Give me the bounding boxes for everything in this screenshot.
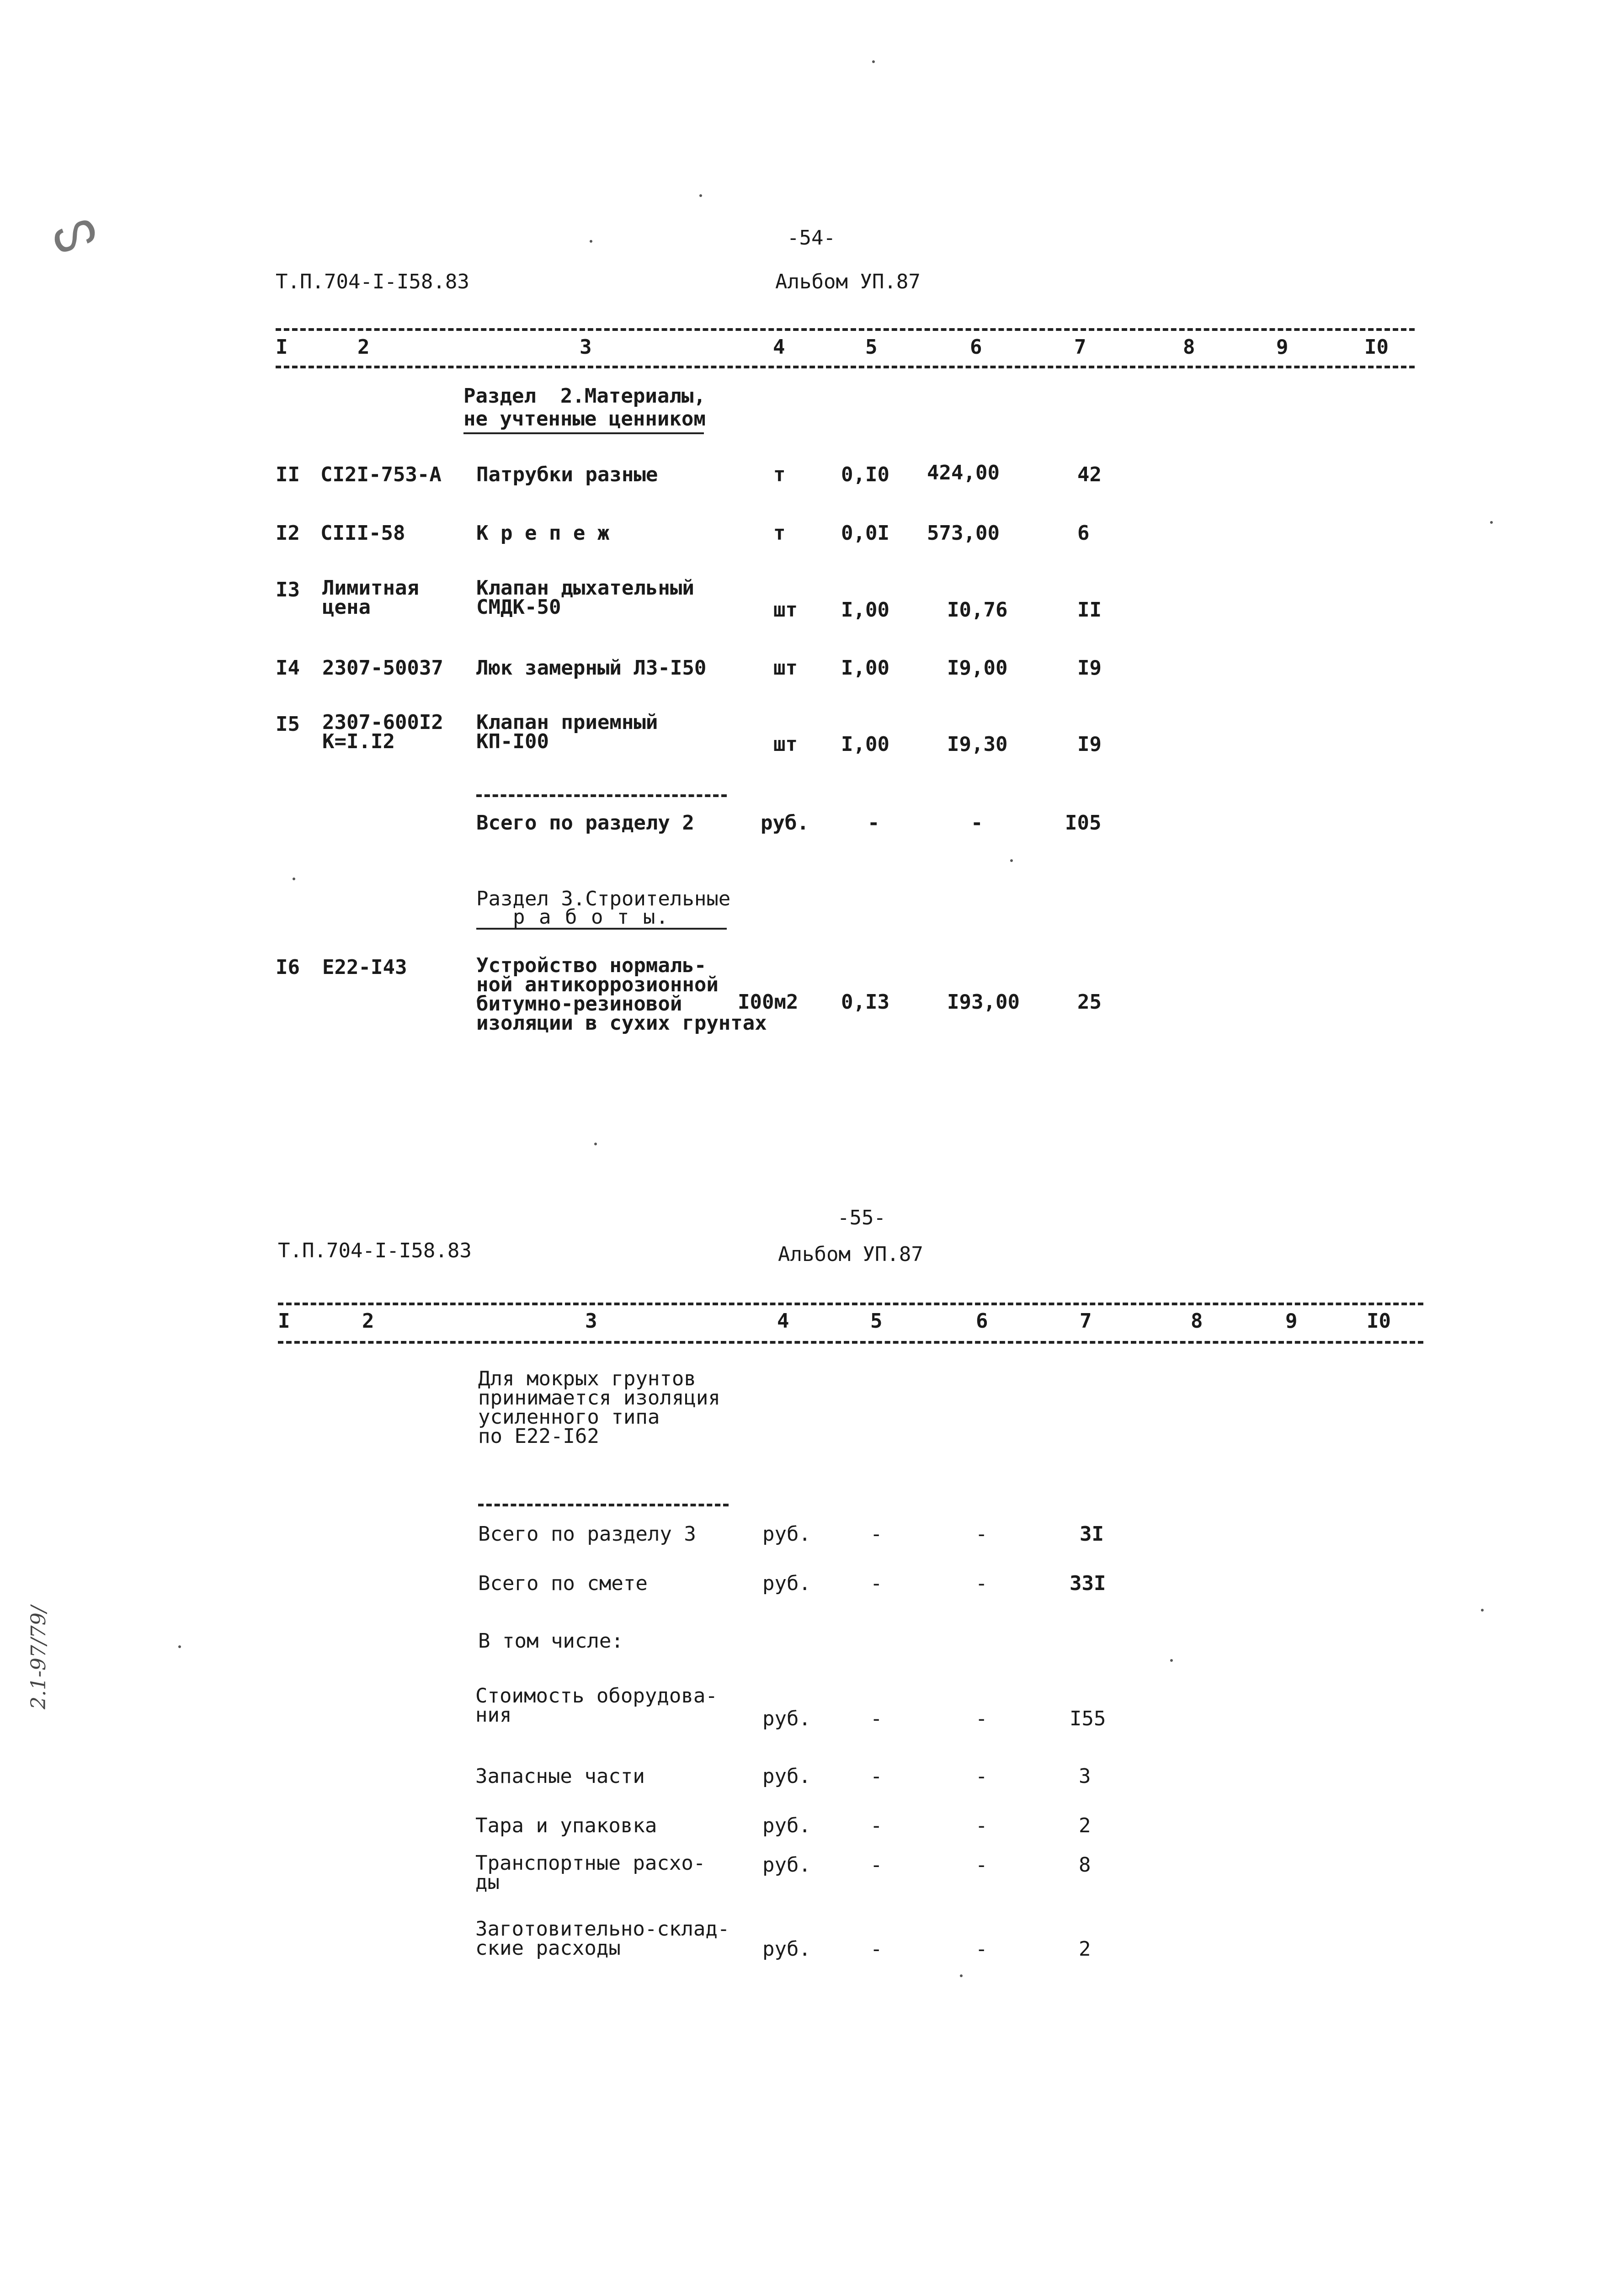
row-11-qty: 0,I0: [841, 463, 889, 486]
scan-speck: [699, 194, 702, 197]
estimate-total-label: Всего по смете: [478, 1572, 648, 1595]
spare-parts-price: -: [975, 1765, 988, 1788]
row-13-unit: шт: [773, 598, 798, 622]
packaging-qty: -: [870, 1814, 883, 1837]
row-14-total: I9: [1077, 656, 1102, 680]
row-15-name: Клапан приемный КП-I00: [476, 711, 658, 753]
row-12-qty: 0,0I: [841, 521, 889, 545]
row-14-name: Люк замерный ЛЗ-I50: [476, 656, 707, 680]
row-12-unit: т: [773, 521, 786, 545]
spare-parts-label: Запасные части: [475, 1765, 645, 1788]
transport-qty: -: [870, 1853, 883, 1877]
scan-speck: [1170, 1659, 1173, 1662]
row-15-price: I9,30: [947, 733, 1008, 756]
scan-speck: [1490, 521, 1493, 524]
procurement-qty: -: [870, 1937, 883, 1961]
row-14-price: I9,00: [947, 656, 1008, 680]
row-13-price: I0,76: [947, 598, 1008, 622]
column-header-6: 6: [976, 1309, 988, 1333]
scan-speck: [1010, 859, 1013, 862]
row-13-total: II: [1077, 598, 1102, 622]
doc-code: Т.П.704-I-I58.83: [276, 270, 469, 293]
row-16-num: I6: [276, 956, 300, 979]
section-2-total-label: Всего по разделу 2: [476, 811, 694, 835]
equipment-cost-unit: руб.: [762, 1707, 811, 1730]
row-11-price: 424,00: [927, 461, 1000, 484]
section-3-total-qty: -: [870, 1522, 883, 1546]
packaging-price: -: [975, 1814, 988, 1837]
column-header-10: I0: [1364, 335, 1389, 359]
row-11-unit: т: [773, 463, 786, 486]
scan-speck: [1481, 1609, 1484, 1612]
header-top-rule: [278, 1303, 1423, 1305]
scan-speck: [594, 1143, 597, 1145]
row-13-qty: I,00: [841, 598, 889, 622]
row-11-name: Патрубки разные: [476, 463, 658, 486]
row-15-qty: I,00: [841, 733, 889, 756]
scan-speck: [960, 1974, 963, 1977]
packaging-unit: руб.: [762, 1814, 811, 1837]
row-11-num: II: [276, 463, 300, 486]
section-3-total-unit: руб.: [762, 1522, 811, 1546]
header-bottom-rule: [278, 1341, 1423, 1344]
row-16-total: 25: [1077, 990, 1102, 1014]
procurement-value: 2: [1079, 1937, 1091, 1961]
column-header-4: 4: [777, 1309, 789, 1333]
row-12-price: 573,00: [927, 521, 1000, 545]
wet-soil-note: Для мокрых грунтов принимается изоляция усиленного типа по Е22-I62: [478, 1367, 720, 1448]
row-16-qty: 0,I3: [841, 990, 889, 1014]
section-3-title-line1: Раздел 3.Строительные: [476, 887, 731, 910]
spare-parts-unit: руб.: [762, 1765, 811, 1788]
row-16-name: Устройство нормаль- ной антикоррозионной битумно-резиновой изоляции в сухих грунтах: [476, 954, 767, 1035]
column-header-5: 5: [870, 1309, 883, 1333]
album-label: Альбом УП.87: [775, 270, 921, 293]
column-header-7: 7: [1074, 335, 1086, 359]
row-12-num: I2: [276, 521, 300, 545]
section-2-total-unit: руб.: [761, 811, 809, 835]
doc-code: Т.П.704-I-I58.83: [278, 1239, 472, 1262]
scan-speck: [590, 240, 592, 243]
row-11-total: 42: [1077, 463, 1102, 486]
column-header-1: I: [278, 1309, 290, 1333]
row-16-unit: I00м2: [738, 990, 799, 1014]
row-12-name: К р е п е ж: [476, 521, 610, 545]
column-header-9: 9: [1276, 335, 1289, 359]
section-3-title-underline: [476, 928, 727, 930]
column-header-8: 8: [1191, 1309, 1203, 1333]
column-header-3: 3: [580, 335, 592, 359]
page-number: -54-: [787, 226, 836, 250]
section-2-total-price: -: [971, 811, 983, 835]
section-2-title: Раздел 2.Материалы, не учтенные ценником: [463, 384, 706, 431]
column-header-6: 6: [970, 335, 982, 359]
row-16-code: Е22-I43: [322, 956, 407, 979]
row-11-code: CI2I-753-A: [320, 463, 442, 486]
row-15-total: I9: [1077, 733, 1102, 756]
header-bottom-rule: [276, 366, 1415, 368]
equipment-cost-value: I55: [1070, 1707, 1106, 1730]
estimate-total-unit: руб.: [762, 1572, 811, 1595]
section-3-total-price: -: [975, 1522, 988, 1546]
section-2-total-value: I05: [1065, 811, 1102, 835]
column-header-2: 2: [362, 1309, 374, 1333]
row-13-num: I3: [276, 578, 300, 601]
procurement-unit: руб.: [762, 1937, 811, 1961]
row-12-total: 6: [1077, 521, 1090, 545]
packaging-label: Тара и упаковка: [475, 1814, 657, 1837]
column-header-10: I0: [1367, 1309, 1391, 1333]
column-header-2: 2: [357, 335, 370, 359]
row-16-price: I93,00: [947, 990, 1020, 1014]
procurement-label: Заготовительно-склад- ские расходы: [475, 1917, 730, 1960]
column-header-8: 8: [1183, 335, 1195, 359]
row-15-code: 2307-600I2 К=I.I2: [322, 711, 443, 753]
row-12-code: CIII-58: [320, 521, 405, 545]
album-label: Альбом УП.87: [778, 1243, 923, 1266]
equipment-cost-price: -: [975, 1707, 988, 1730]
estimate-total-price: -: [975, 1572, 988, 1595]
section-2-subtotal-rule: [476, 794, 727, 797]
equipment-cost-qty: -: [870, 1707, 883, 1730]
transport-unit: руб.: [762, 1853, 811, 1877]
scan-speck: [872, 60, 875, 63]
transport-label: Транспортные расхо- ды: [475, 1851, 706, 1894]
column-header-1: I: [276, 335, 288, 359]
column-header-7: 7: [1080, 1309, 1092, 1333]
column-header-5: 5: [865, 335, 878, 359]
packaging-value: 2: [1079, 1814, 1091, 1837]
scan-speck: [293, 878, 295, 880]
procurement-price: -: [975, 1937, 988, 1961]
row-14-code: 2307-50037: [322, 656, 443, 680]
estimate-total-value: 33I: [1070, 1572, 1106, 1595]
estimate-total-qty: -: [870, 1572, 883, 1595]
column-header-4: 4: [773, 335, 785, 359]
section-3-title-line2: р а б о т ы.: [513, 905, 669, 929]
equipment-cost-label: Стоимость оборудова- ния: [475, 1684, 718, 1727]
section-2-title-underline: [463, 432, 704, 434]
including-label: В том числе:: [478, 1629, 623, 1653]
row-13-name: Клапан дыхательный СМДК-50: [476, 576, 694, 619]
summary-rule: [478, 1504, 729, 1506]
spare-parts-value: 3: [1079, 1765, 1091, 1788]
row-15-num: I5: [276, 713, 300, 736]
row-13-code: Лимитная цена: [322, 576, 419, 619]
section-3-total-label: Всего по разделу 3: [478, 1522, 696, 1546]
section-3-total-value: 3I: [1080, 1522, 1104, 1546]
column-header-9: 9: [1285, 1309, 1298, 1333]
header-top-rule: [276, 328, 1415, 331]
section-2-total-qty: -: [868, 811, 880, 835]
row-14-unit: шт: [773, 656, 798, 680]
column-header-3: 3: [585, 1309, 597, 1333]
row-14-num: I4: [276, 656, 300, 680]
row-14-qty: I,00: [841, 656, 889, 680]
corner-scribble: ᔕ: [42, 195, 104, 266]
margin-handwriting: 2.1-97/79/: [27, 1606, 50, 1709]
transport-value: 8: [1079, 1853, 1091, 1877]
scan-speck: [178, 1645, 181, 1648]
page-number: -55-: [837, 1206, 886, 1229]
transport-price: -: [975, 1853, 988, 1877]
row-15-unit: шт: [773, 733, 798, 756]
page-55: [0, 1170, 1624, 2282]
spare-parts-qty: -: [870, 1765, 883, 1788]
